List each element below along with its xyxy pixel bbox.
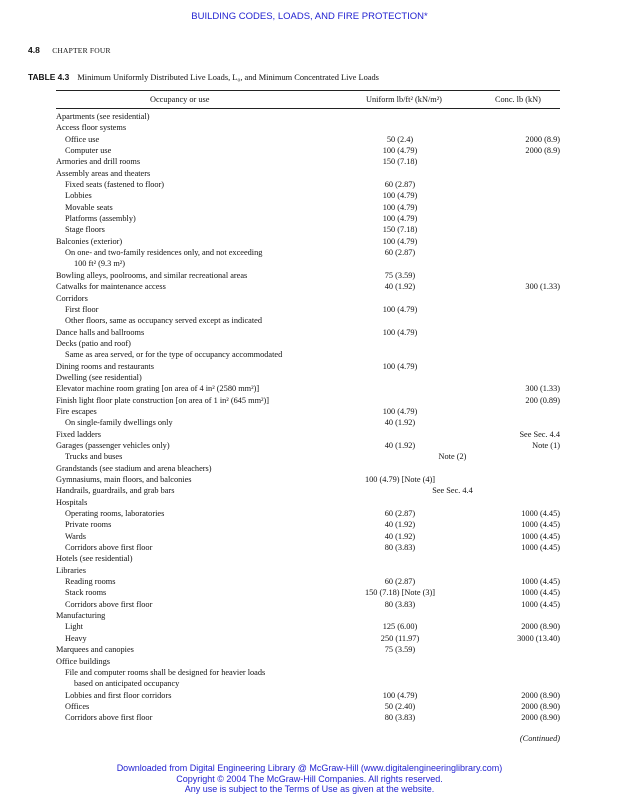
table-row xyxy=(0,610,619,621)
occupancy-cell: Access floor systems xyxy=(56,123,127,133)
table-row xyxy=(0,190,619,201)
uniform-load-cell: 40 (1.92) xyxy=(384,440,416,450)
table-row xyxy=(0,712,619,723)
uniform-load-cell: 80 (3.83) xyxy=(384,599,416,609)
occupancy-cell: Hospitals xyxy=(56,497,88,507)
table-title: Minimum Uniformly Distributed Live Loads, L₀, and Minimum Concentrated Live Loads xyxy=(77,73,379,82)
uniform-load-cell: 100 (4.79) xyxy=(382,202,418,212)
occupancy-cell: Hotels (see residential) xyxy=(56,554,133,564)
uniform-load-cell: 50 (2.4) xyxy=(386,134,414,144)
occupancy-cell: Grandstands (see stadium and arena bleachers) xyxy=(56,463,212,473)
occupancy-cell: Corridors above first floor xyxy=(65,713,153,723)
table-row xyxy=(0,440,619,451)
table-row xyxy=(0,451,619,462)
occupancy-cell: File and computer rooms shall be designed for heavier loads xyxy=(65,667,266,677)
uniform-load-cell: 125 (6.00) xyxy=(382,622,418,632)
occupancy-cell: Other floors, same as occupancy served except as indicated xyxy=(65,316,262,326)
occupancy-cell: Fixed seats (fastened to floor) xyxy=(65,180,165,190)
occupancy-cell: Handrails, guardrails, and grab bars xyxy=(56,486,175,496)
occupancy-cell: Private rooms xyxy=(65,520,112,530)
table-row xyxy=(0,361,619,372)
page-number: 4.8 xyxy=(28,45,40,55)
occupancy-cell: Balconies (exterior) xyxy=(56,236,123,246)
table-row xyxy=(0,145,619,156)
concentrated-load-cell: 2000 (8.90) xyxy=(521,701,560,711)
uniform-load-cell: 100 (4.79) xyxy=(382,191,418,201)
occupancy-cell: Corridors above first floor xyxy=(65,543,153,553)
occupancy-cell: Stage floors xyxy=(65,225,105,235)
table-row xyxy=(0,247,619,258)
table-row xyxy=(0,111,619,122)
concentrated-load-cell: 2000 (8.9) xyxy=(525,134,560,144)
table-row xyxy=(0,179,619,190)
occupancy-cell: Office use xyxy=(65,134,100,144)
table-row xyxy=(0,519,619,530)
uniform-load-cell: 40 (1.92) xyxy=(384,418,416,428)
concentrated-load-cell: 2000 (8.9) xyxy=(525,146,560,156)
concentrated-load-cell: 1000 (4.45) xyxy=(521,531,560,541)
table-row xyxy=(0,134,619,145)
table-row xyxy=(0,315,619,326)
concentrated-load-cell: 3000 (13.40) xyxy=(517,633,560,643)
occupancy-cell: Dining rooms and restaurants xyxy=(56,361,154,371)
table-row xyxy=(0,508,619,519)
column-header-uniform: Uniform lb/ft² (kN/m²) xyxy=(366,95,442,104)
occupancy-cell: Garages (passenger vehicles only) xyxy=(56,440,170,450)
table-header-rule xyxy=(56,108,560,109)
uniform-load-cell: 100 (4.79) xyxy=(382,406,418,416)
occupancy-cell: Assembly areas and theaters xyxy=(56,168,151,178)
running-header: BUILDING CODES, LOADS, AND FIRE PROTECTION* xyxy=(191,11,428,22)
table-row xyxy=(0,281,619,292)
footer-download-line: Downloaded from Digital Engineering Library @ McGraw-Hill (www.digitalengineeringlibrary.com) xyxy=(116,763,503,773)
table-row xyxy=(0,531,619,542)
concentrated-load-cell: 1000 (4.45) xyxy=(521,599,560,609)
occupancy-cell: Dance halls and ballrooms xyxy=(56,327,145,337)
column-header-occupancy: Occupancy or use xyxy=(150,95,210,104)
chapter-heading xyxy=(28,45,111,55)
footer-notice xyxy=(0,763,619,795)
occupancy-cell: Lobbies xyxy=(65,191,92,201)
occupancy-cell: Marquees and canopies xyxy=(56,645,134,655)
uniform-load-cell: 40 (1.92) xyxy=(384,531,416,541)
table-row xyxy=(0,327,619,338)
chapter-name: CHAPTER FOUR xyxy=(52,46,111,55)
occupancy-cell: Same as area served, or for the type of occupancy accommodated xyxy=(65,350,283,360)
occupancy-cell: Gymnasiums, main floors, and balconies xyxy=(56,475,192,484)
table-row xyxy=(0,349,619,360)
occupancy-cell: On single-family dwellings only xyxy=(65,418,173,428)
uniform-load-cell: 100 (4.79) [Note (4)] xyxy=(364,475,436,484)
uniform-load-cell: 60 (2.87) xyxy=(384,509,416,519)
table-row xyxy=(0,497,619,508)
table-row xyxy=(0,474,619,485)
uniform-load-cell: 40 (1.92) xyxy=(384,282,416,292)
table-row xyxy=(0,565,619,576)
occupancy-cell: Offices xyxy=(65,701,90,711)
concentrated-load-cell: 1000 (4.45) xyxy=(521,520,560,530)
occupancy-cell: Platforms (assembly) xyxy=(65,214,136,224)
concentrated-load-cell: 1000 (4.45) xyxy=(521,577,560,587)
occupancy-cell: Corridors xyxy=(56,293,88,303)
occupancy-cell: Trucks and buses xyxy=(65,452,123,462)
column-header-concentrated: Conc. lb (kN) xyxy=(495,95,541,104)
occupancy-cell: Decks (patio and roof) xyxy=(56,338,131,348)
uniform-load-cell: 40 (1.92) xyxy=(384,520,416,530)
concentrated-load-cell: 300 (1.33) xyxy=(525,384,560,394)
occupancy-cell: Reading rooms xyxy=(65,577,116,587)
table-row xyxy=(0,395,619,406)
table-row xyxy=(0,168,619,179)
uniform-load-cell: 150 (7.18) xyxy=(382,157,418,167)
table-row xyxy=(0,429,619,440)
occupancy-cell: Armories and drill rooms xyxy=(56,157,141,167)
occupancy-cell: Office buildings xyxy=(56,656,110,666)
uniform-load-cell: 100 (4.79) xyxy=(382,146,418,156)
occupancy-cell: First floor xyxy=(65,304,99,314)
concentrated-load-cell: Note (1) xyxy=(532,440,560,450)
occupancy-cell: 100 ft² (9.3 m²) xyxy=(74,259,126,269)
table-body xyxy=(0,111,619,724)
continued-note: (Continued) xyxy=(519,734,560,743)
occupancy-cell: Lobbies and first floor corridors xyxy=(65,690,172,700)
concentrated-load-cell: 1000 (4.45) xyxy=(521,543,560,553)
uniform-load-cell: 100 (4.79) xyxy=(382,361,418,371)
occupancy-cell: Manufacturing xyxy=(56,611,106,621)
table-row xyxy=(0,372,619,383)
occupancy-cell: Stack rooms xyxy=(65,588,107,598)
occupancy-cell: Operating rooms, laboratories xyxy=(65,509,165,519)
table-row xyxy=(0,553,619,564)
footer-terms-line: Any use is subject to the Terms of Use as given at the website. xyxy=(184,784,435,795)
occupancy-cell: Corridors above first floor xyxy=(65,599,153,609)
occupancy-cell: Apartments (see residential) xyxy=(56,112,150,121)
occupancy-cell: Finish light floor plate construction [on area of 1 in² (645 mm²)] xyxy=(56,395,270,405)
spanning-note-cell: See Sec. 4.4 xyxy=(432,486,473,496)
table-row xyxy=(0,576,619,587)
uniform-load-cell: 80 (3.83) xyxy=(384,713,416,723)
table-row xyxy=(0,485,619,496)
occupancy-cell: based on anticipated occupancy xyxy=(74,679,180,689)
uniform-load-cell: 75 (3.59) xyxy=(384,645,416,655)
table-row xyxy=(0,678,619,689)
concentrated-load-cell: See Sec. 4.4 xyxy=(519,429,560,439)
occupancy-cell: Fire escapes xyxy=(56,406,97,416)
table-caption xyxy=(28,72,379,82)
occupancy-cell: Dwelling (see residential) xyxy=(56,372,142,382)
occupancy-cell: Bowling alleys, poolrooms, and similar recreational areas xyxy=(56,270,248,280)
concentrated-load-cell: 2000 (8.90) xyxy=(521,622,560,632)
occupancy-cell: Computer use xyxy=(65,146,112,156)
uniform-load-cell: 60 (2.87) xyxy=(384,180,416,190)
spanning-note-cell: Note (2) xyxy=(438,452,467,462)
occupancy-cell: Catwalks for maintenance access xyxy=(56,282,166,292)
occupancy-cell: Light xyxy=(65,622,83,632)
table-row xyxy=(0,542,619,553)
concentrated-load-cell: 2000 (8.90) xyxy=(521,690,560,700)
uniform-load-cell: 250 (11.97) xyxy=(380,633,420,643)
uniform-load-cell: 100 (4.79) xyxy=(382,690,418,700)
uniform-load-cell: 150 (7.18) xyxy=(382,225,418,235)
occupancy-cell: Fixed ladders xyxy=(56,429,101,439)
table-row xyxy=(0,258,619,269)
table-row xyxy=(0,383,619,394)
table-row xyxy=(0,621,619,632)
uniform-load-cell: 100 (4.79) xyxy=(382,304,418,314)
table-row xyxy=(0,644,619,655)
table-row xyxy=(0,701,619,712)
uniform-load-cell: 80 (3.83) xyxy=(384,543,416,553)
table-row xyxy=(0,656,619,667)
table-row xyxy=(0,633,619,644)
table-row xyxy=(0,690,619,701)
concentrated-load-cell: 200 (0.89) xyxy=(525,395,560,405)
occupancy-cell: Elevator machine room grating [on area of 4 in² (2580 mm²)] xyxy=(56,384,260,394)
table-row xyxy=(0,417,619,428)
table-row xyxy=(0,463,619,474)
uniform-load-cell: 150 (7.18) [Note (3)] xyxy=(364,588,436,598)
occupancy-cell: Wards xyxy=(65,531,86,541)
concentrated-load-cell: 300 (1.33) xyxy=(525,282,560,292)
uniform-load-cell: 60 (2.87) xyxy=(384,248,416,258)
table-row xyxy=(0,213,619,224)
uniform-load-cell: 100 (4.79) xyxy=(382,327,418,337)
occupancy-cell: Heavy xyxy=(65,633,87,643)
table-row xyxy=(0,667,619,678)
concentrated-load-cell: 1000 (4.45) xyxy=(521,509,560,519)
table-row xyxy=(0,156,619,167)
uniform-load-cell: 100 (4.79) xyxy=(382,214,418,224)
table-row xyxy=(0,224,619,235)
table-row xyxy=(0,293,619,304)
occupancy-cell: On one- and two-family residences only, and not exceeding xyxy=(65,248,263,258)
concentrated-load-cell: 2000 (8.90) xyxy=(521,713,560,723)
footer-copyright-line: Copyright © 2004 The McGraw-Hill Companies. All rights reserved. xyxy=(176,773,443,784)
table-label: TABLE 4.3 xyxy=(28,72,70,82)
table-row xyxy=(0,406,619,417)
table-row xyxy=(0,236,619,247)
table-row xyxy=(0,338,619,349)
table-row xyxy=(0,270,619,281)
uniform-load-cell: 75 (3.59) xyxy=(384,270,416,280)
table-row xyxy=(0,587,619,598)
table-row xyxy=(0,202,619,213)
table-top-rule xyxy=(56,90,560,91)
uniform-load-cell: 100 (4.79) xyxy=(382,236,418,246)
table-row xyxy=(0,304,619,315)
uniform-load-cell: 60 (2.87) xyxy=(384,577,416,587)
uniform-load-cell: 50 (2.40) xyxy=(384,701,416,711)
occupancy-cell: Movable seats xyxy=(65,202,113,212)
occupancy-cell: Libraries xyxy=(56,565,86,575)
concentrated-load-cell: 1000 (4.45) xyxy=(521,588,560,598)
table-row xyxy=(0,122,619,133)
table-row xyxy=(0,599,619,610)
